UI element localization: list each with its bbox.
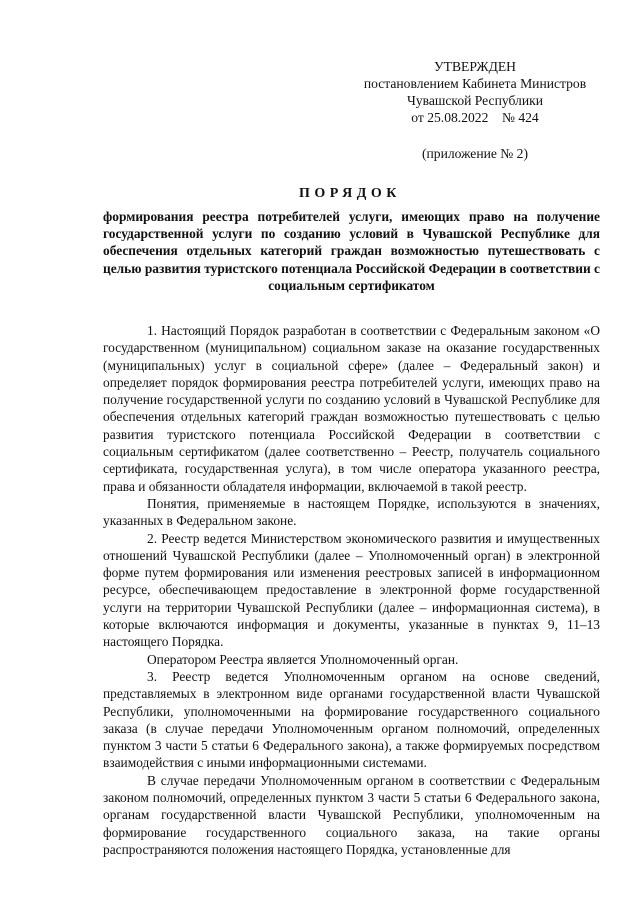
document-subtitle: формирования реестра потребителей услуги, имеющих право на получение государственной услуги по созданию условий в Чувашской Республике для обеспечения отдельных категорий граждан возможностью путешествовать с целью развития туристского потенциала Российской Федерации в соответствии с социальным сертификатом	[103, 209, 600, 293]
approval-line: от 25.08.2022 № 424	[411, 110, 539, 125]
paragraph: 1. Настоящий Порядок разработан в соответствии с Федеральным законом «О государственном (муниципальном) социальном заказе на оказание государственных (муниципальных) услуг в социальной сфере» (далее – Федеральный закон) и определяет порядок формирования реестра потребителей услуги, имеющих право на получение государственной услуги по созданию условий в Чувашской Республике для обеспечения отдельных категорий граждан возможностью путешествовать с целью развития туристского потенциала Российской Федерации в соответствии с социальным сертификатом (далее соответственно – Реестр, получатель социального сертификата, государственная услуга), в том числе оператора указанного реестра, права и обязанности обладателя информации, включаемой в такой реестр.	[103, 323, 600, 494]
approval-stamp	[340, 58, 610, 126]
paragraph: Оператором Реестра является Уполномоченный орган.	[147, 651, 459, 667]
approval-line: Чувашской Республики	[407, 93, 543, 108]
paragraph: 3. Реестр ведется Уполномоченным органом на основе сведений, представляемых в электронном виде органами государственной власти Чувашской Республики, уполномоченными на формирование государственного социального заказа (в случае передачи Уполномоченным органом полномочий, определенных пунктом 3 части 5 статьи 6 Федерального закона), а также формируемых посредством взаимодействия с иными информационными системами.	[103, 668, 600, 771]
paragraph: В случае передачи Уполномоченным органом в соответствии с Федеральным законом полномочий, определенных пунктом 3 части 5 статьи 6 Федерального закона, органам государственной власти Чувашской Республики, уполномоченным на формирование государственного социального заказа, на такие органы распространяются положения настоящего Порядка, установленные для	[103, 772, 600, 857]
appendix-note: (приложение № 2)	[421, 146, 529, 161]
paragraph: 2. Реестр ведется Министерством экономического развития и имущественных отношений Чувашской Республики (далее – Уполномоченный орган) в электронной форме путем формирования или изменения реестровых записей в информационном ресурсе, обеспечивающем предоставление в электронной форме государственной услуги на территории Чувашской Республики (далее – информационная система), в которые включаются информация и документы, указанные в пунктах 9, 11–13 настоящего Порядка.	[103, 530, 600, 650]
document-body	[103, 322, 600, 858]
approval-line: УТВЕРЖДЕН	[434, 59, 516, 74]
approval-line: постановлением Кабинета Министров	[363, 76, 587, 91]
document-title: ПОРЯДОК	[299, 186, 401, 201]
paragraph: Понятия, применяемые в настоящем Порядке, используются в значениях, указанных в Федеральном законе.	[103, 495, 600, 529]
